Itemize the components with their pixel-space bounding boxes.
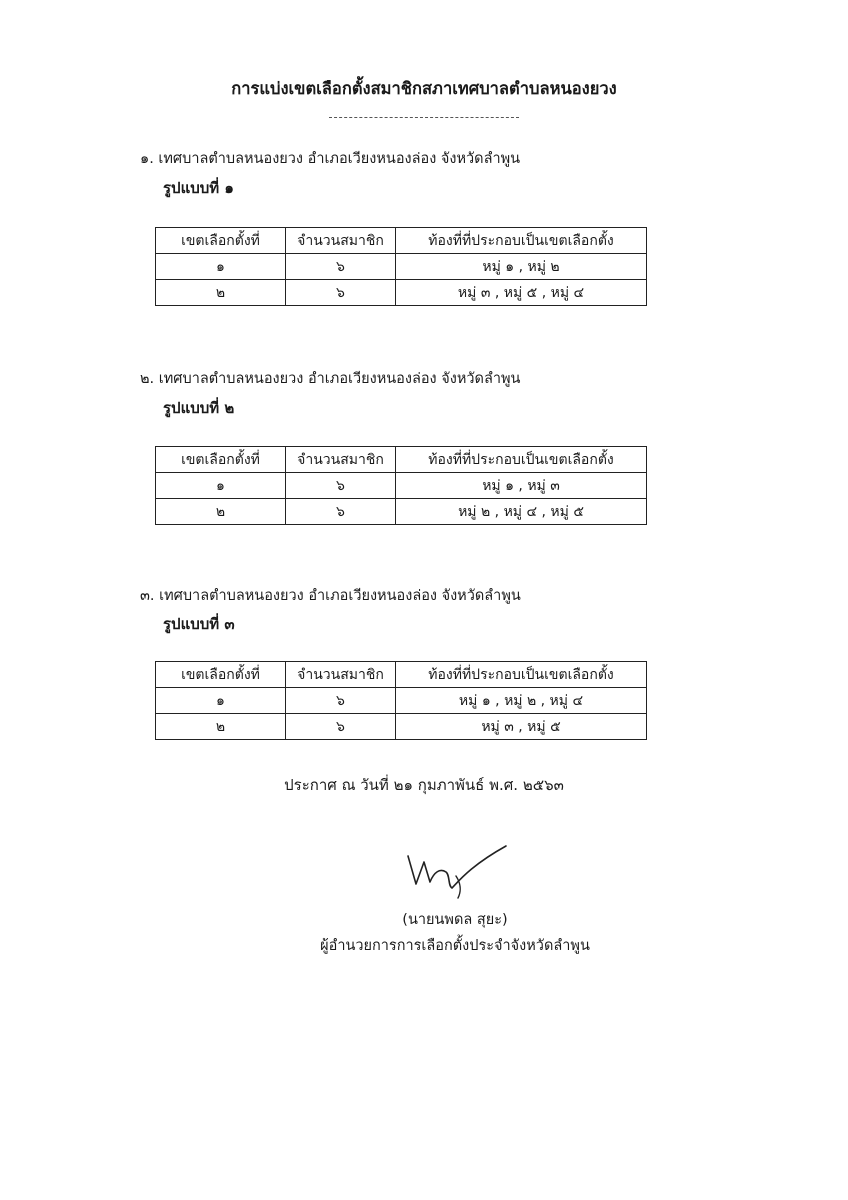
title-divider xyxy=(329,117,519,118)
cell-area: หมู่ ๓ , หมู่ ๕ , หมู่ ๔ xyxy=(396,280,647,306)
cell-area: หมู่ ๑ , หมู่ ๒ , หมู่ ๔ xyxy=(396,688,647,714)
section-1-pattern: รูปแบบที่ ๑ xyxy=(163,179,234,197)
document-title: การแบ่งเขตเลือกตั้งสมาชิกสภาเทศบาลตำบลหนองยวง xyxy=(231,79,617,98)
section-1-heading: ๑. เทศบาลตำบลหนองยวง อำเภอเวียงหนองล่อง จังหวัดลำพูน xyxy=(140,151,521,167)
cell-area: หมู่ ๑ , หมู่ ๓ xyxy=(396,473,647,499)
cell-district: ๒ xyxy=(156,280,286,306)
cell-members: ๖ xyxy=(286,714,396,740)
cell-area: หมู่ ๓ , หมู่ ๕ xyxy=(396,714,647,740)
header-members: จำนวนสมาชิก xyxy=(286,447,396,473)
cell-members: ๖ xyxy=(286,473,396,499)
cell-district: ๑ xyxy=(156,473,286,499)
header-district: เขตเลือกตั้งที่ xyxy=(156,447,286,473)
cell-district: ๒ xyxy=(156,499,286,525)
cell-members: ๖ xyxy=(286,280,396,306)
table-row xyxy=(156,688,647,714)
table-header-row xyxy=(156,662,647,688)
section-1-table xyxy=(155,227,647,306)
signatory-name: (นายนพดล สุยะ) xyxy=(402,912,508,928)
table-header-row xyxy=(156,447,647,473)
cell-area: หมู่ ๑ , หมู่ ๒ xyxy=(396,254,647,280)
cell-district: ๑ xyxy=(156,688,286,714)
section-2-table xyxy=(155,446,647,525)
section-2-pattern: รูปแบบที่ ๒ xyxy=(163,399,235,417)
header-district: เขตเลือกตั้งที่ xyxy=(156,662,286,688)
header-area: ท้องที่ที่ประกอบเป็นเขตเลือกตั้ง xyxy=(396,228,647,254)
header-members: จำนวนสมาชิก xyxy=(286,662,396,688)
cell-district: ๒ xyxy=(156,714,286,740)
header-area: ท้องที่ที่ประกอบเป็นเขตเลือกตั้ง xyxy=(396,662,647,688)
cell-area: หมู่ ๒ , หมู่ ๔ , หมู่ ๕ xyxy=(396,499,647,525)
handwritten-signature xyxy=(400,842,520,906)
cell-members: ๖ xyxy=(286,499,396,525)
section-2-heading: ๒. เทศบาลตำบลหนองยวง อำเภอเวียงหนองล่อง จังหวัดลำพูน xyxy=(140,371,521,387)
cell-members: ๖ xyxy=(286,688,396,714)
header-district: เขตเลือกตั้งที่ xyxy=(156,228,286,254)
section-3-table xyxy=(155,661,647,740)
section-3-pattern: รูปแบบที่ ๓ xyxy=(163,615,235,633)
table-row xyxy=(156,280,647,306)
cell-district: ๑ xyxy=(156,254,286,280)
table-row xyxy=(156,254,647,280)
table-row xyxy=(156,499,647,525)
table-row xyxy=(156,473,647,499)
header-area: ท้องที่ที่ประกอบเป็นเขตเลือกตั้ง xyxy=(396,447,647,473)
table-header-row xyxy=(156,228,647,254)
signatory-position: ผู้อำนวยการการเลือกตั้งประจำจังหวัดลำพูน xyxy=(320,938,590,954)
announcement-date: ประกาศ ณ วันที่ ๒๑ กุมภาพันธ์ พ.ศ. ๒๕๖๓ xyxy=(284,776,564,794)
section-3-heading: ๓. เทศบาลตำบลหนองยวง อำเภอเวียงหนองล่อง จังหวัดลำพูน xyxy=(140,588,521,604)
table-row xyxy=(156,714,647,740)
cell-members: ๖ xyxy=(286,254,396,280)
header-members: จำนวนสมาชิก xyxy=(286,228,396,254)
